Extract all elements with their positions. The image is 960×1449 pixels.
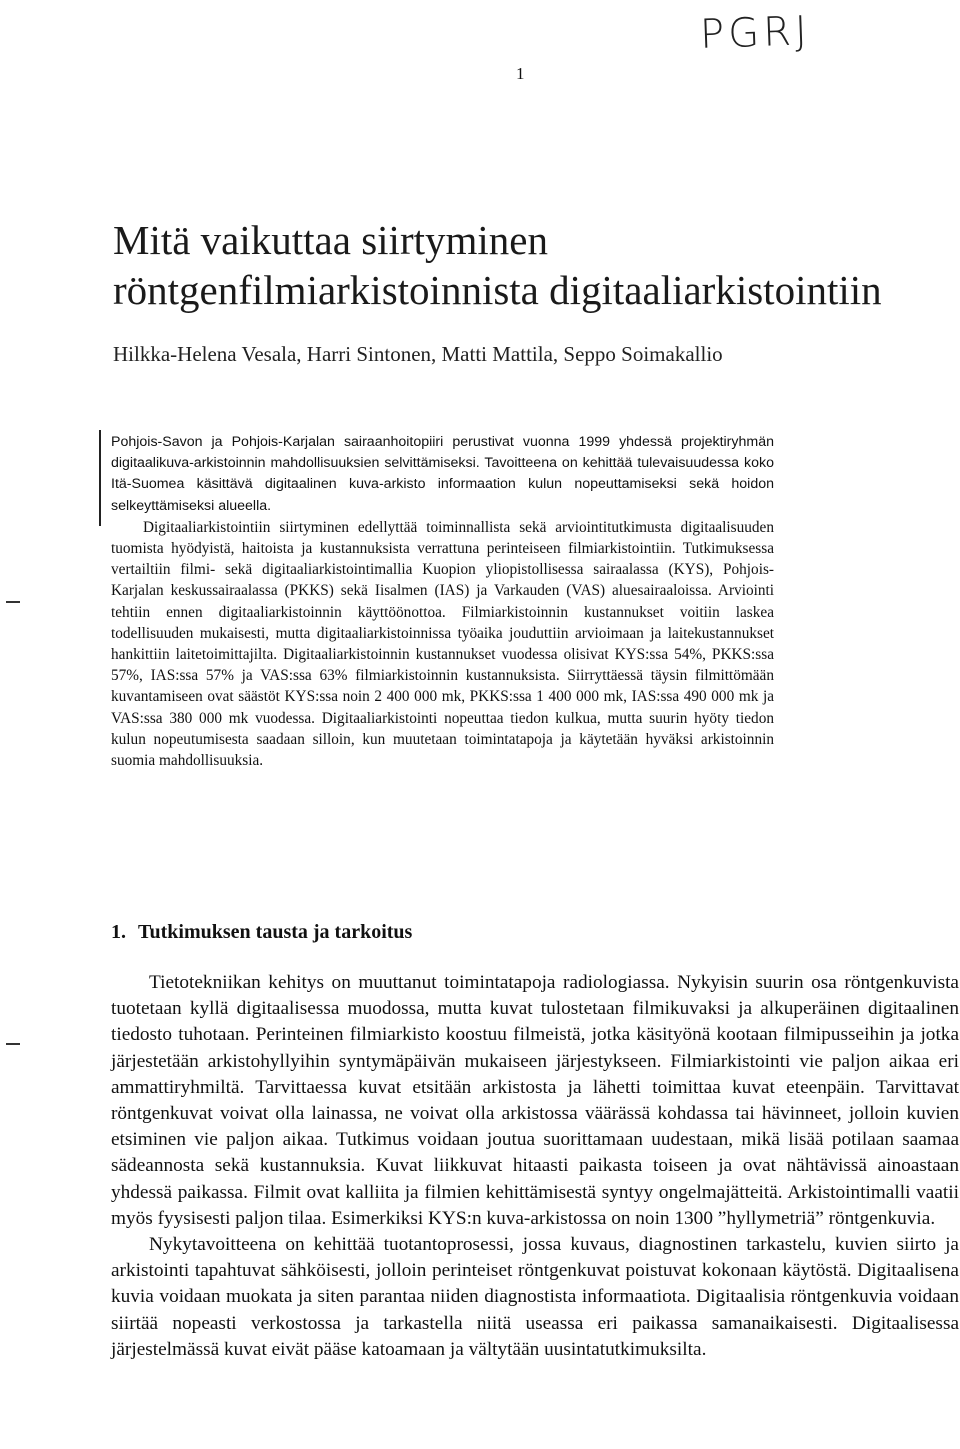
- abstract-paragraph-1: Pohjois-Savon ja Pohjois-Karjalan sairaanhoitopiiri perustivat vuonna 1999 yhdessä projektiryhmän digitaalikuva-arkistoinnin mahdollisuuksien selvittämiseksi. Tavoitteena on kehittää tulevaisuudessa koko Itä-Suomea käsittävä digitaalinen kuva-arkisto informaation kulun nopeuttamiseksi sekä hoidon selkeyttämiseksi alueella.: [111, 434, 774, 514]
- abstract-paragraph-2: Digitaaliarkistointiin siirtyminen edellyttää toiminnallista sekä arviointitutkimusta digitaalisuuden tuomista hyödyistä, haitoista ja kustannuksista verrattuna perinteiseen filmiarkistointiin. Tutkimuksessa vertailtiin filmi- sekä digitaaliarkistointimallia Kuopion yliopistollisessa sairaalassa (KYS), Pohjois-Karjalan keskussairaalassa (PKKS) sekä Iisalmen (IAS) ja Varkauden (VAS) aluesairaaloissa. Arviointi tehtiin ennen digitaaliarkistoinnin käyttöönottoa. Filmiarkistoinnin kustannukset voitiin laskea todellisuuden mukaisesti, mutta digitaaliarkistoinnissa työaika jouduttiin arvioimaan ja laitekustannukset hankittiin laitetoimittajilta. Digitaaliarkistoinnin kustannukset vuodessa olisivat KYS:ssa 54%, PKKS:ssa 57%, IAS:ssa 57% ja VAS:ssa 63% filmiarkistoinnin kustannuksista. Siirryttäessä täysin filmittömään kuvantamiseen ovat säästöt KYS:ssa noin 2 400 000 mk, PKKS:ssa 1 400 000 mk, IAS:ssa 490 000 mk ja VAS:ssa 380 000 mk vuodessa. Digitaaliarkistointi nopeuttaa tiedon kulkua, mutta suurin hyöty tiedon kulun nopeutumisesta saadaan silloin, kun muutetaan toimintatapoja ja käytetään hyväksi arkistoinnin suomia mahdollisuuksia.: [111, 518, 774, 770]
- section-number: 1.: [111, 921, 126, 943]
- section-title: Tutkimuksen tausta ja tarkoitus: [138, 921, 413, 943]
- margin-dash-mark: [6, 601, 20, 603]
- handwritten-annotation: PGRJ: [699, 8, 812, 58]
- author-list: Hilkka-Helena Vesala, Harri Sintonen, Matti Mattila, Seppo Soimakallio: [113, 342, 723, 366]
- abstract: [111, 432, 774, 771]
- body-paragraph-1: Tietotekniikan kehitys on muuttanut toimintatapoja radiologiassa. Nykyisin suurin osa röntgenkuvista tuotetaan kyllä digitaalisessa muodossa, mutta kuvat tulostetaan filmikuvaksi ja alkuperäinen digitaalinen tiedosto tuhotaan. Perinteinen filmiarkisto koostuu filmeistä, jotka käsityönä kootaan filmipusseihin ja jotka järjestetään arkistohyllyihin syntymäpäivän mukaiseen järjestykseen. Filmiarkistointi vie paljon aikaa eri ammattiryhmiltä. Tarvittaessa kuvat etsitään arkistosta ja lähetti toimittaa kuvat eteenpäin. Tarvittavat röntgenkuvat voivat olla lainassa, ne voivat olla arkistossa väärässä kohdassa tai hävinneet, jolloin kuvien etsiminen vie paljon aikaa. Tutkimus voidaan joutua suorittamaan uudestaan, mikä lisää potilaan saamaa sädeannosta sekä kustannuksia. Kuvat liikkuvat hitaasti paikasta toiseen ja ovat nähtävissä ainoastaan yhdessä paikassa. Filmit ovat kalliita ja filmien kehittämisestä syntyy ongelmajätteitä. Arkistointimalli vaatii myös fyysisesti paljon tilaa. Esimerkiksi KYS:n kuva-arkistossa on noin 1300 ”hyllymetriä” röntgenkuvia.: [111, 972, 959, 1229]
- page-number: 1: [516, 64, 525, 83]
- margin-bracket-line: [99, 430, 101, 526]
- margin-dash-mark: [6, 1043, 20, 1045]
- body-paragraph-2: Nykytavoitteena on kehittää tuotantoprosessi, jossa kuvaus, diagnostinen tarkastelu, kuvien siirto ja arkistointi tapahtuvat sähköisesti, jolloin perinteiset röntgenkuvat poistuvat kokonaan käytöstä. Digitaalisena kuvia voidaan muokata ja siten parantaa niiden diagnostista informaatiota. Digitaalisia röntgenkuvia voidaan siirtää nopeasti verkostossa ja tarkastella niitä useassa eri paikassa samanaikaisesti. Digitaalisessa järjestelmässä kuvat eivät pääse katoamaan ja vältytään uusintatutkimuksilta.: [111, 1234, 959, 1360]
- section-body: [111, 970, 959, 1363]
- article-title: Mitä vaikuttaa siirtyminen röntgenfilmiarkistoinnista digitaaliarkistointiin: [113, 217, 882, 313]
- section-heading: [111, 921, 412, 944]
